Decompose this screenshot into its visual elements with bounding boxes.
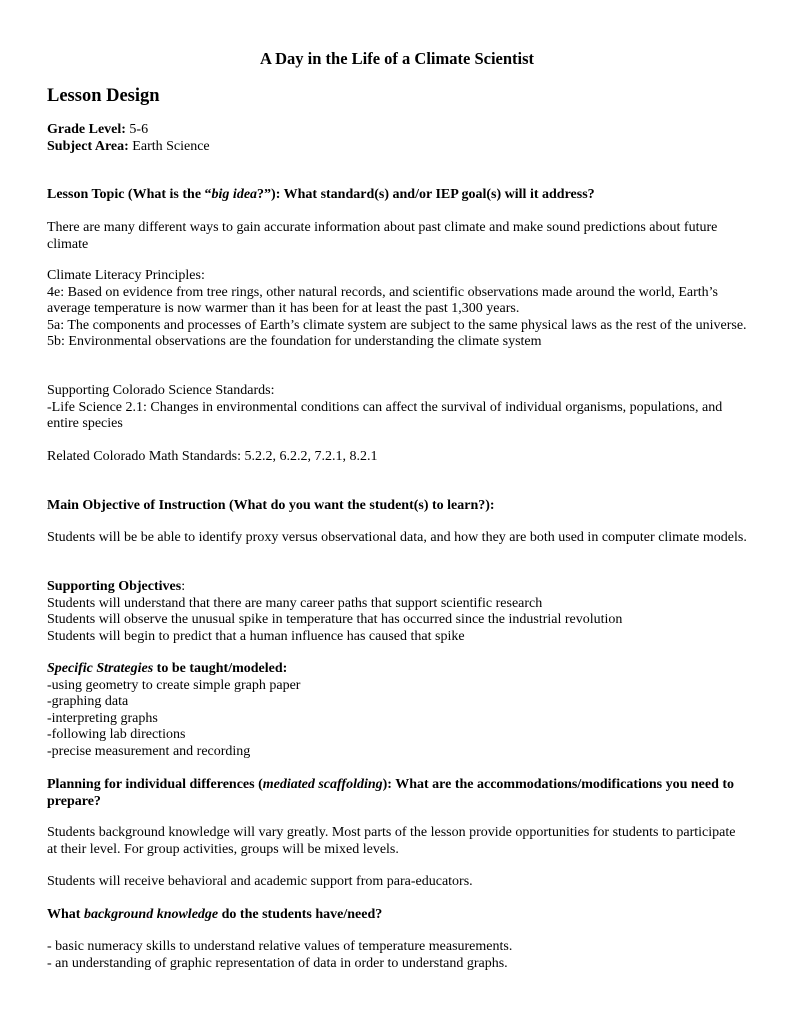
- subject-area-value: Earth Science: [128, 138, 210, 154]
- subject-area-label: Subject Area:: [47, 138, 129, 154]
- supporting-objectives: [47, 579, 747, 645]
- strategy-item: -interpreting graphs: [47, 710, 158, 726]
- strategy-item: -precise measurement and recording: [47, 743, 251, 759]
- background-list: [47, 939, 747, 972]
- principle-item: 4e: Based on evidence from tree rings, other natural records, and scientific observations made around the world, Earth’s average temperature is now warmer than it has been for at least the past 1,300 years.: [47, 284, 718, 316]
- planning-heading: Planning for individual differences (mediated scaffolding): What are the accommodations/modifications you need to prepare?: [47, 777, 735, 809]
- section-heading: Lesson Design: [47, 86, 160, 106]
- planning-support: Students will receive behavioral and academic support from para-educators.: [47, 874, 473, 889]
- strategy-item: -graphing data: [47, 694, 129, 709]
- principle-item: 5a: The components and processes of Earth’s climate system are subject to the same physical laws as the rest of the universe.: [47, 317, 747, 333]
- supporting-objective-item: Students will begin to predict that a human influence has caused that spike: [47, 628, 465, 644]
- background-item: - an understanding of graphic representation of data in order to understand graphs.: [47, 955, 508, 971]
- grade-level-value: 5-6: [125, 122, 149, 137]
- lesson-topic-body: There are many different ways to gain accurate information about past climate and make sound predictions about future climate: [47, 220, 718, 252]
- science-standards: [47, 383, 747, 433]
- strategy-item: -following lab directions: [47, 727, 186, 742]
- supporting-objective-item: Students will understand that there are many career paths that support scientific research: [47, 595, 543, 611]
- main-objective-heading: Main Objective of Instruction (What do you want the student(s) to learn?):: [47, 498, 495, 513]
- planning-body: Students background knowledge will vary greatly. Most parts of the lesson provide opportunities for students to participate at their level. For group activities, groups will be mixed levels.: [47, 825, 736, 857]
- subject-area: [47, 139, 747, 156]
- climate-principles-label: Climate Literacy Principles:: [47, 268, 205, 283]
- document-title: A Day in the Life of a Climate Scientist: [259, 49, 535, 68]
- principle-item: 5b: Environmental observations are the foundation for understanding the climate system: [47, 334, 542, 349]
- science-standard-item: -Life Science 2.1: Changes in environmental conditions can affect the survival of individual organisms, populations, and entire species: [47, 399, 723, 431]
- background-item: - basic numeracy skills to understand relative values of temperature measurements.: [47, 939, 513, 954]
- background-heading: What background knowledge do the students have/need?: [47, 907, 383, 922]
- grade-level: [47, 122, 747, 139]
- supporting-objective-item: Students will observe the unusual spike in temperature that has occurred since the industrial revolution: [47, 612, 623, 627]
- main-objective-body: Students will be be able to identify proxy versus observational data, and how they are both used in computer climate models.: [47, 530, 747, 545]
- strategy-item: -using geometry to create simple graph paper: [47, 677, 301, 693]
- climate-principles: [47, 268, 747, 351]
- supporting-objectives-heading: Supporting Objectives:: [47, 579, 186, 594]
- science-standards-label: Supporting Colorado Science Standards:: [47, 383, 275, 398]
- lesson-topic-heading: Lesson Topic (What is the “big idea?”): What standard(s) and/or IEP goal(s) will it address?: [47, 187, 595, 202]
- strategies: [47, 661, 747, 760]
- strategies-heading: Specific Strategies to be taught/modeled:: [47, 661, 288, 676]
- grade-level-label: Grade Level:: [47, 122, 126, 137]
- math-standards: Related Colorado Math Standards: 5.2.2, 6.2.2, 7.2.1, 8.2.1: [47, 449, 378, 464]
